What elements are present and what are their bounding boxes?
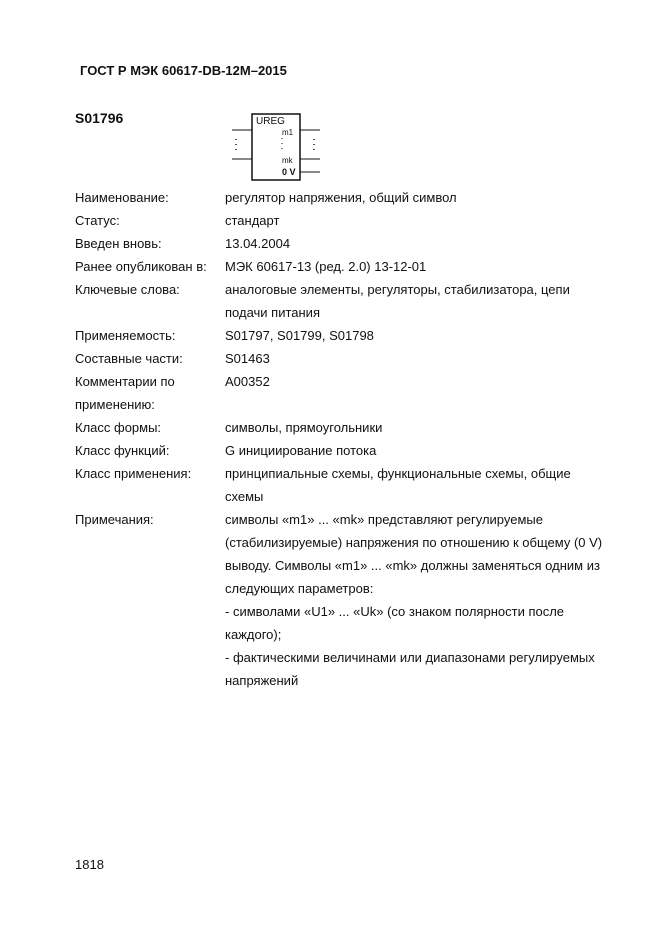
attribute-value (225, 186, 635, 209)
attribute-value-line: напряжений (225, 673, 299, 688)
attribute-value (225, 439, 635, 462)
attribute-label: Класс применения: (75, 466, 192, 481)
symbol-output-m1-label: m1 (282, 128, 294, 137)
page-number: 1818 (75, 857, 104, 872)
attribute-row (75, 232, 635, 255)
attribute-value (225, 347, 635, 370)
attribute-value-line: аналоговые элементы, регуляторы, стабилизатора, цепи (225, 282, 570, 297)
attribute-value (225, 370, 635, 416)
attribute-row (75, 278, 635, 324)
attribute-value (225, 462, 635, 508)
attribute-row (75, 439, 635, 462)
symbol-code: S01796 (75, 110, 124, 126)
attribute-label: Комментарии по применению: (75, 374, 175, 412)
attribute-value (225, 508, 635, 692)
attribute-value-line: следующих параметров: (225, 581, 374, 596)
attribute-value (225, 209, 635, 232)
attribute-label: Наименование: (75, 190, 169, 205)
symbol-output-0v-label: 0 V (282, 167, 296, 177)
attribute-value (225, 232, 635, 255)
attribute-label: Примечания: (75, 512, 154, 527)
attribute-row (75, 462, 635, 508)
attribute-row (75, 186, 635, 209)
attribute-row (75, 255, 635, 278)
attribute-table (75, 186, 635, 692)
attribute-value-line: стандарт (225, 213, 280, 228)
attribute-value (225, 278, 635, 324)
attribute-value-line: S01797, S01799, S01798 (225, 328, 374, 343)
attribute-label: Составные части: (75, 351, 183, 366)
attribute-value-line: S01463 (225, 351, 270, 366)
symbol-output-mk-label: mk (282, 156, 293, 165)
attribute-label: Введен вновь: (75, 236, 162, 251)
attribute-value-line: символы, прямоугольники (225, 420, 383, 435)
attribute-row (75, 347, 635, 370)
attribute-label: Ранее опубликован в: (75, 259, 207, 274)
document-header: ГОСТ Р МЭК 60617-DB-12M–2015 (80, 63, 287, 78)
attribute-value-line: A00352 (225, 374, 270, 389)
attribute-row (75, 416, 635, 439)
attribute-value-line: - фактическими величинами или диапазонами регулируемых (225, 650, 595, 665)
attribute-value (225, 255, 635, 278)
attribute-row (75, 324, 635, 347)
attribute-row (75, 370, 635, 416)
attribute-value-line: подачи питания (225, 305, 320, 320)
attribute-value-line: выводу. Символы «m1» ... «mk» должны заменяться одним из (225, 558, 600, 573)
attribute-value-line: (стабилизируемые) напряжения по отношению к общему (0 V) (225, 535, 603, 550)
attribute-value (225, 416, 635, 439)
attribute-value-line: каждого); (225, 627, 282, 642)
attribute-row (75, 209, 635, 232)
attribute-value-line: схемы (225, 489, 264, 504)
attribute-value-line: символы «m1» ... «mk» представляют регулируемые (225, 512, 543, 527)
attribute-value-line: - символами «U1» ... «Uk» (со знаком полярности после (225, 604, 565, 619)
attribute-label: Статус: (75, 213, 120, 228)
attribute-label: Применяемость: (75, 328, 176, 343)
symbol-figure (232, 112, 322, 184)
attribute-value (225, 324, 635, 347)
attribute-value-line: G инициирование потока (225, 443, 377, 458)
attribute-value-line: регулятор напряжения, общий символ (225, 190, 457, 205)
attribute-label: Класс функций: (75, 443, 170, 458)
attribute-value-line: МЭК 60617-13 (ред. 2.0) 13-12-01 (225, 259, 427, 274)
attribute-value-line: принципиальные схемы, функциональные схемы, общие (225, 466, 571, 481)
attribute-label: Ключевые слова: (75, 282, 180, 297)
symbol-name-label: UREG (256, 116, 285, 127)
attribute-value-line: 13.04.2004 (225, 236, 291, 251)
attribute-row (75, 508, 635, 692)
attribute-label: Класс формы: (75, 420, 162, 435)
